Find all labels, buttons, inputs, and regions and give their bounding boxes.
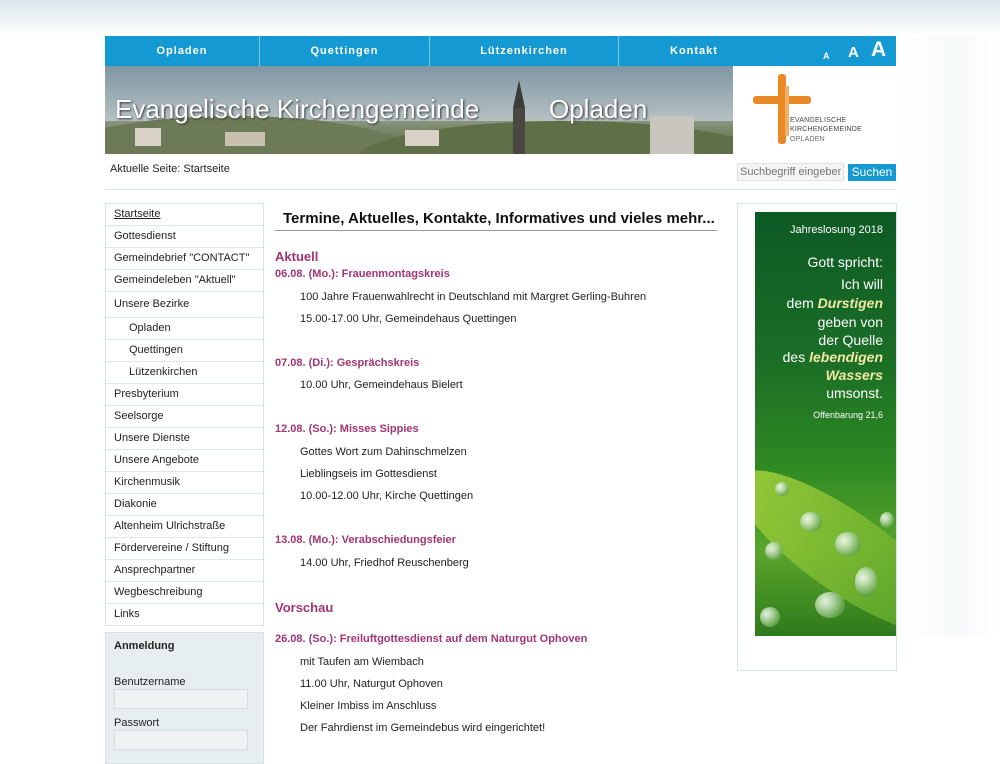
site-title: Evangelische Kirchengemeinde <box>115 94 480 124</box>
sidebar-item-kirchenmusik[interactable]: Kirchenmusik <box>106 472 263 494</box>
poster-text: Ich will <box>840 276 883 292</box>
poster-text-line <box>755 295 883 311</box>
poster-text-emphasis: Wassers <box>825 367 883 383</box>
sidebar-item-altenheim[interactable]: Altenheim Ulrichstraße <box>106 516 263 538</box>
nav-quettingen[interactable]: Quettingen <box>310 45 379 57</box>
sidebar-item-bezirke[interactable]: Unsere Bezirke <box>106 292 263 318</box>
sidebar-item-foerdervereine[interactable]: Fördervereine / Stiftung <box>106 538 263 560</box>
church-tower <box>510 80 528 154</box>
sidebar-item-wegbeschreibung[interactable]: Wegbeschreibung <box>106 582 263 604</box>
poster-year: Jahreslosung 2018 <box>790 224 883 236</box>
search-input[interactable] <box>737 163 844 181</box>
poster-text-line <box>755 349 883 365</box>
divider <box>105 189 896 190</box>
water-drop <box>880 512 894 528</box>
banner-house <box>225 132 265 146</box>
sidebar-item-dienste[interactable]: Unsere Dienste <box>106 428 263 450</box>
poster-reference: Offenbarung 21,6 <box>813 410 883 420</box>
event-detail: 100 Jahre Frauenwahlrecht in Deutschland mit Margret Gerling-Buhren <box>300 291 647 303</box>
section-heading-aktuell: Aktuell <box>275 249 319 264</box>
event-title: 06.08. (Mo.): Frauenmontagskreis <box>275 268 450 280</box>
event-title: 07.08. (Di.): Gesprächskreis <box>275 357 420 369</box>
section-heading-vorschau: Vorschau <box>275 600 334 615</box>
breadcrumb: Aktuelle Seite: Startseite <box>110 163 230 175</box>
sidebar-item-gottesdienst[interactable]: Gottesdienst <box>106 226 263 248</box>
sidebar-item-gemeindeleben[interactable]: Gemeindeleben "Aktuell" <box>106 270 263 292</box>
logo-text: OPLADEN <box>790 136 825 143</box>
poster-text: umsonst. <box>826 385 883 401</box>
nav-kontakt[interactable]: Kontakt <box>670 45 718 57</box>
username-label: Benutzername <box>114 676 186 688</box>
main-nav <box>105 36 896 66</box>
water-drop <box>760 607 780 627</box>
sidebar-item-angebote[interactable]: Unsere Angebote <box>106 450 263 472</box>
sidebar-item-diakonie[interactable]: Diakonie <box>106 494 263 516</box>
banner-house <box>405 130 439 146</box>
login-title: Anmeldung <box>114 640 175 652</box>
title-divider <box>275 230 717 231</box>
header-banner <box>105 66 733 154</box>
login-panel <box>105 632 264 764</box>
username-field[interactable] <box>114 689 248 709</box>
sidebar-item-links[interactable]: Links <box>114 608 140 620</box>
event-detail: mit Taufen am Wiembach <box>300 656 424 668</box>
poster-text: dem <box>786 295 814 311</box>
event-title: 12.08. (So.): Misses Sippies <box>275 423 419 435</box>
top-background <box>0 0 1000 36</box>
event-detail: 15.00-17.00 Uhr, Gemeindehaus Quettingen <box>300 313 517 325</box>
water-drop <box>855 567 877 597</box>
event-title: 26.08. (So.): Freiluftgottesdienst auf dem Naturgut Ophoven <box>275 633 588 645</box>
water-drop <box>775 482 789 496</box>
page-title: Termine, Aktuelles, Kontakte, Informatives und vieles mehr... <box>283 210 715 227</box>
sidebar-item-opladen[interactable]: Opladen <box>106 318 263 340</box>
sidebar-item-ansprechpartner[interactable]: Ansprechpartner <box>106 560 263 582</box>
banner-building <box>650 116 694 154</box>
poster-text-emphasis: Durstigen <box>817 295 883 311</box>
sidebar-item-gemeindebrief[interactable]: Gemeindebrief "CONTACT" <box>106 248 263 270</box>
church-logo[interactable] <box>733 66 896 154</box>
sidebar-nav <box>105 203 264 626</box>
event-detail: 10.00-12.00 Uhr, Kirche Quettingen <box>300 490 474 502</box>
banner-house <box>135 128 161 146</box>
jahreslosung-poster[interactable] <box>755 212 896 636</box>
event-detail: Kleiner Imbiss im Anschluss <box>300 700 437 712</box>
font-size-large-button[interactable]: A <box>871 38 887 61</box>
event-detail: Lieblingseis im Gottesdienst <box>300 468 437 480</box>
nav-luetzenkirchen[interactable]: Lützenkirchen <box>480 45 568 57</box>
event-detail: 10.00 Uhr, Gemeindehaus Bielert <box>300 379 463 391</box>
search-button[interactable]: Suchen <box>848 164 896 181</box>
font-size-small-button[interactable]: A <box>823 51 830 61</box>
sidebar-item-quettingen[interactable]: Quettingen <box>106 340 263 362</box>
poster-text: der Quelle <box>818 332 883 348</box>
sidebar-item-luetzenkirchen[interactable]: Lützenkirchen <box>106 362 263 384</box>
sidebar-item-seelsorge[interactable]: Seelsorge <box>106 406 263 428</box>
sidebar-item-presbyterium[interactable]: Presbyterium <box>106 384 263 406</box>
site-place: Opladen <box>549 94 648 124</box>
poster-text: des <box>782 349 806 365</box>
password-field[interactable] <box>114 730 248 750</box>
event-title: 13.08. (Mo.): Verabschiedungsfeier <box>275 534 456 546</box>
logo-text: KIRCHENGEMEINDE <box>790 126 862 133</box>
sidebar-item-startseite[interactable]: Startseite <box>106 204 263 226</box>
water-drop <box>835 532 861 556</box>
water-drop <box>815 592 845 618</box>
logo-text: EVANGELISCHE <box>790 117 847 124</box>
event-detail: Der Fahrdienst im Gemeindebus wird eingerichtet! <box>300 722 546 734</box>
poster-text: geben von <box>817 314 883 330</box>
event-detail: 11.00 Uhr, Naturgut Ophoven <box>300 678 443 690</box>
event-detail: Gottes Wort zum Dahinschmelzen <box>300 446 467 458</box>
nav-opladen[interactable]: Opladen <box>156 45 208 57</box>
poster-text: Gott spricht: <box>807 254 883 270</box>
event-detail: 14.00 Uhr, Friedhof Reuschenberg <box>300 557 469 569</box>
password-label: Passwort <box>114 717 160 729</box>
water-drop <box>800 512 822 532</box>
cross-logo-icon <box>785 86 789 136</box>
side-background <box>896 36 1000 636</box>
font-size-medium-button[interactable]: A <box>848 44 859 61</box>
poster-text-emphasis: lebendigen <box>809 349 883 365</box>
water-drop <box>765 542 783 560</box>
